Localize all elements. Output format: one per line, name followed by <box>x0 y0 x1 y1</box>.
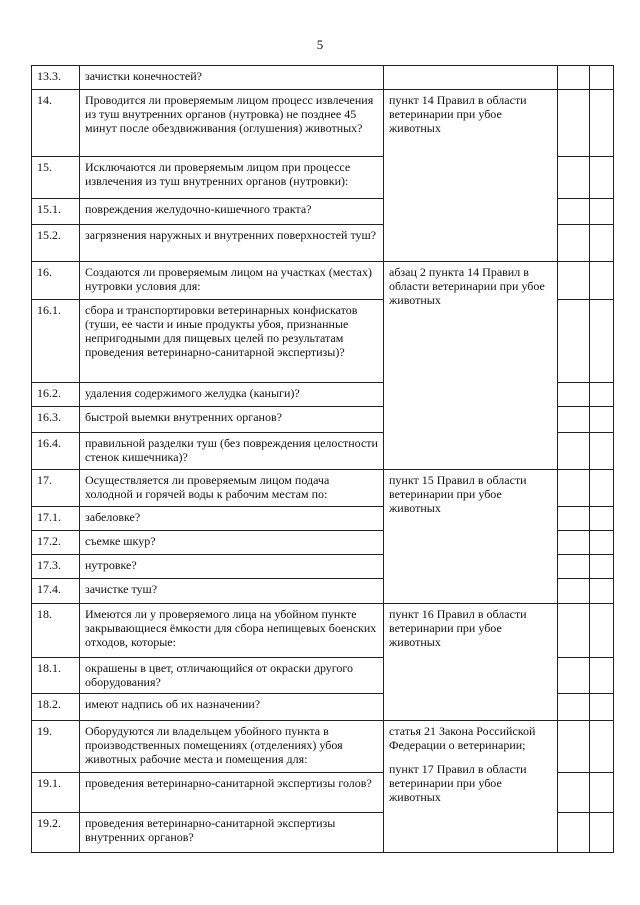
answer-cell[interactable] <box>558 433 590 470</box>
item-number: 17.3. <box>32 555 80 579</box>
item-number: 18.2. <box>32 694 80 721</box>
item-number: 17.2. <box>32 531 80 555</box>
item-question: Имеются ли у проверяемого лица на убойном пункте закрывающиеся ёмкости для сбора непищевых боенских отходов, которые: <box>80 604 384 658</box>
answer-cell[interactable] <box>590 773 614 813</box>
item-question: окрашены в цвет, отличающийся от окраски другого оборудования? <box>80 658 384 694</box>
answer-cell[interactable] <box>590 579 614 604</box>
answer-cell[interactable] <box>590 470 614 507</box>
answer-cell[interactable] <box>590 199 614 225</box>
item-number: 18.1. <box>32 658 80 694</box>
item-number: 18. <box>32 604 80 658</box>
item-question: Осуществляется ли проверяемым лицом подача холодной и горячей воды к рабочим местам по: <box>80 470 384 507</box>
answer-cell[interactable] <box>558 407 590 433</box>
answer-cell[interactable] <box>558 262 590 300</box>
answer-cell[interactable] <box>558 199 590 225</box>
item-number: 17.4. <box>32 579 80 604</box>
table-row <box>32 262 614 300</box>
item-question: имеют надпись об их назначении? <box>80 694 384 721</box>
table-row <box>32 66 614 90</box>
item-number: 16.1. <box>32 300 80 383</box>
item-number: 19.2. <box>32 813 80 853</box>
item-number: 16.2. <box>32 383 80 407</box>
item-question: загрязнения наружных и внутренних поверхностей туш? <box>80 225 384 262</box>
answer-cell[interactable] <box>558 300 590 383</box>
ref-cell <box>384 66 558 90</box>
answer-cell[interactable] <box>590 262 614 300</box>
checklist-table <box>31 65 614 853</box>
item-question: проведения ветеринарно-санитарной экспертизы голов? <box>80 773 384 813</box>
answer-cell[interactable] <box>558 579 590 604</box>
item-question: удаления содержимого желудка (каныги)? <box>80 383 384 407</box>
answer-cell[interactable] <box>590 531 614 555</box>
answer-cell[interactable] <box>590 300 614 383</box>
answer-cell[interactable] <box>590 507 614 531</box>
item-question: съемке шкур? <box>80 531 384 555</box>
answer-cell[interactable] <box>558 658 590 694</box>
item-question: повреждения желудочно-кишечного тракта? <box>80 199 384 225</box>
table-row <box>32 470 614 507</box>
answer-cell[interactable] <box>590 225 614 262</box>
answer-cell[interactable] <box>558 66 590 90</box>
answer-cell[interactable] <box>558 531 590 555</box>
page-number: 5 <box>316 37 324 52</box>
legal-reference: пункт 15 Правил в области ветеринарии при убое животных <box>384 470 558 604</box>
answer-cell[interactable] <box>590 694 614 721</box>
answer-cell[interactable] <box>558 555 590 579</box>
table-row <box>32 90 614 157</box>
answer-cell[interactable] <box>590 157 614 199</box>
answer-cell[interactable] <box>558 225 590 262</box>
answer-cell[interactable] <box>558 694 590 721</box>
table-row <box>32 721 614 773</box>
answer-cell[interactable] <box>558 157 590 199</box>
answer-cell[interactable] <box>558 604 590 658</box>
item-question: Создаются ли проверяемым лицом на участках (местах) нутровки условия для: <box>80 262 384 300</box>
item-number: 19.1. <box>32 773 80 813</box>
item-question: Оборудуются ли владельцем убойного пункта в производственных помещениях (отделениях) убоя животных рабочие места и помещения для: <box>80 721 384 773</box>
item-number: 13.3. <box>32 66 80 90</box>
legal-reference: абзац 2 пункта 14 Правил в области ветеринарии при убое животных <box>384 262 558 470</box>
item-number: 17.1. <box>32 507 80 531</box>
answer-cell[interactable] <box>590 383 614 407</box>
legal-reference-line: статья 21 Закона Российской Федерации о ветеринарии; <box>389 724 536 752</box>
answer-cell[interactable] <box>590 813 614 853</box>
answer-cell[interactable] <box>558 470 590 507</box>
item-question: правильной разделки туш (без повреждения целостности стенок кишечника)? <box>80 433 384 470</box>
answer-cell[interactable] <box>558 721 590 773</box>
item-number: 16. <box>32 262 80 300</box>
answer-cell[interactable] <box>590 433 614 470</box>
item-question: забеловке? <box>80 507 384 531</box>
item-number: 15.1. <box>32 199 80 225</box>
answer-cell[interactable] <box>590 66 614 90</box>
item-number: 15.2. <box>32 225 80 262</box>
answer-cell[interactable] <box>590 555 614 579</box>
answer-cell[interactable] <box>558 773 590 813</box>
answer-cell[interactable] <box>590 721 614 773</box>
item-question: зачистки конечностей? <box>80 66 384 90</box>
answer-cell[interactable] <box>558 90 590 157</box>
item-question: Проводится ли проверяемым лицом процесс извлечения из туш внутренних органов (нутровка) не позднее 45 минут после обездвиживания (оглушения) животных? <box>80 90 384 157</box>
answer-cell[interactable] <box>558 507 590 531</box>
answer-cell[interactable] <box>590 604 614 658</box>
legal-reference: пункт 16 Правил в области ветеринарии при убое животных <box>384 604 558 721</box>
item-question: проведения ветеринарно-санитарной экспертизы внутренних органов? <box>80 813 384 853</box>
item-number: 16.3. <box>32 407 80 433</box>
item-number: 15. <box>32 157 80 199</box>
answer-cell[interactable] <box>558 383 590 407</box>
answer-cell[interactable] <box>590 407 614 433</box>
item-question: нутровке? <box>80 555 384 579</box>
answer-cell[interactable] <box>590 90 614 157</box>
legal-reference-line: пункт 17 Правил в области ветеринарии при убое животных <box>389 762 527 804</box>
item-number: 19. <box>32 721 80 773</box>
item-number: 16.4. <box>32 433 80 470</box>
item-question: сбора и транспортировки ветеринарных конфискатов (туши, ее части и иные продукты убоя, признанные непригодными для пищевых целей по результатам проведения ветеринарно-санитарной экспертизы)? <box>80 300 384 383</box>
table-row <box>32 604 614 658</box>
answer-cell[interactable] <box>558 813 590 853</box>
item-question: зачистке туш? <box>80 579 384 604</box>
answer-cell[interactable] <box>590 658 614 694</box>
legal-reference: пункт 14 Правил в области ветеринарии при убое животных <box>384 90 558 262</box>
legal-reference <box>384 721 558 853</box>
item-question: Исключаются ли проверяемым лицом при процессе извлечения из туш внутренних органов (нутровки): <box>80 157 384 199</box>
item-number: 17. <box>32 470 80 507</box>
item-number: 14. <box>32 90 80 157</box>
item-question: быстрой выемки внутренних органов? <box>80 407 384 433</box>
